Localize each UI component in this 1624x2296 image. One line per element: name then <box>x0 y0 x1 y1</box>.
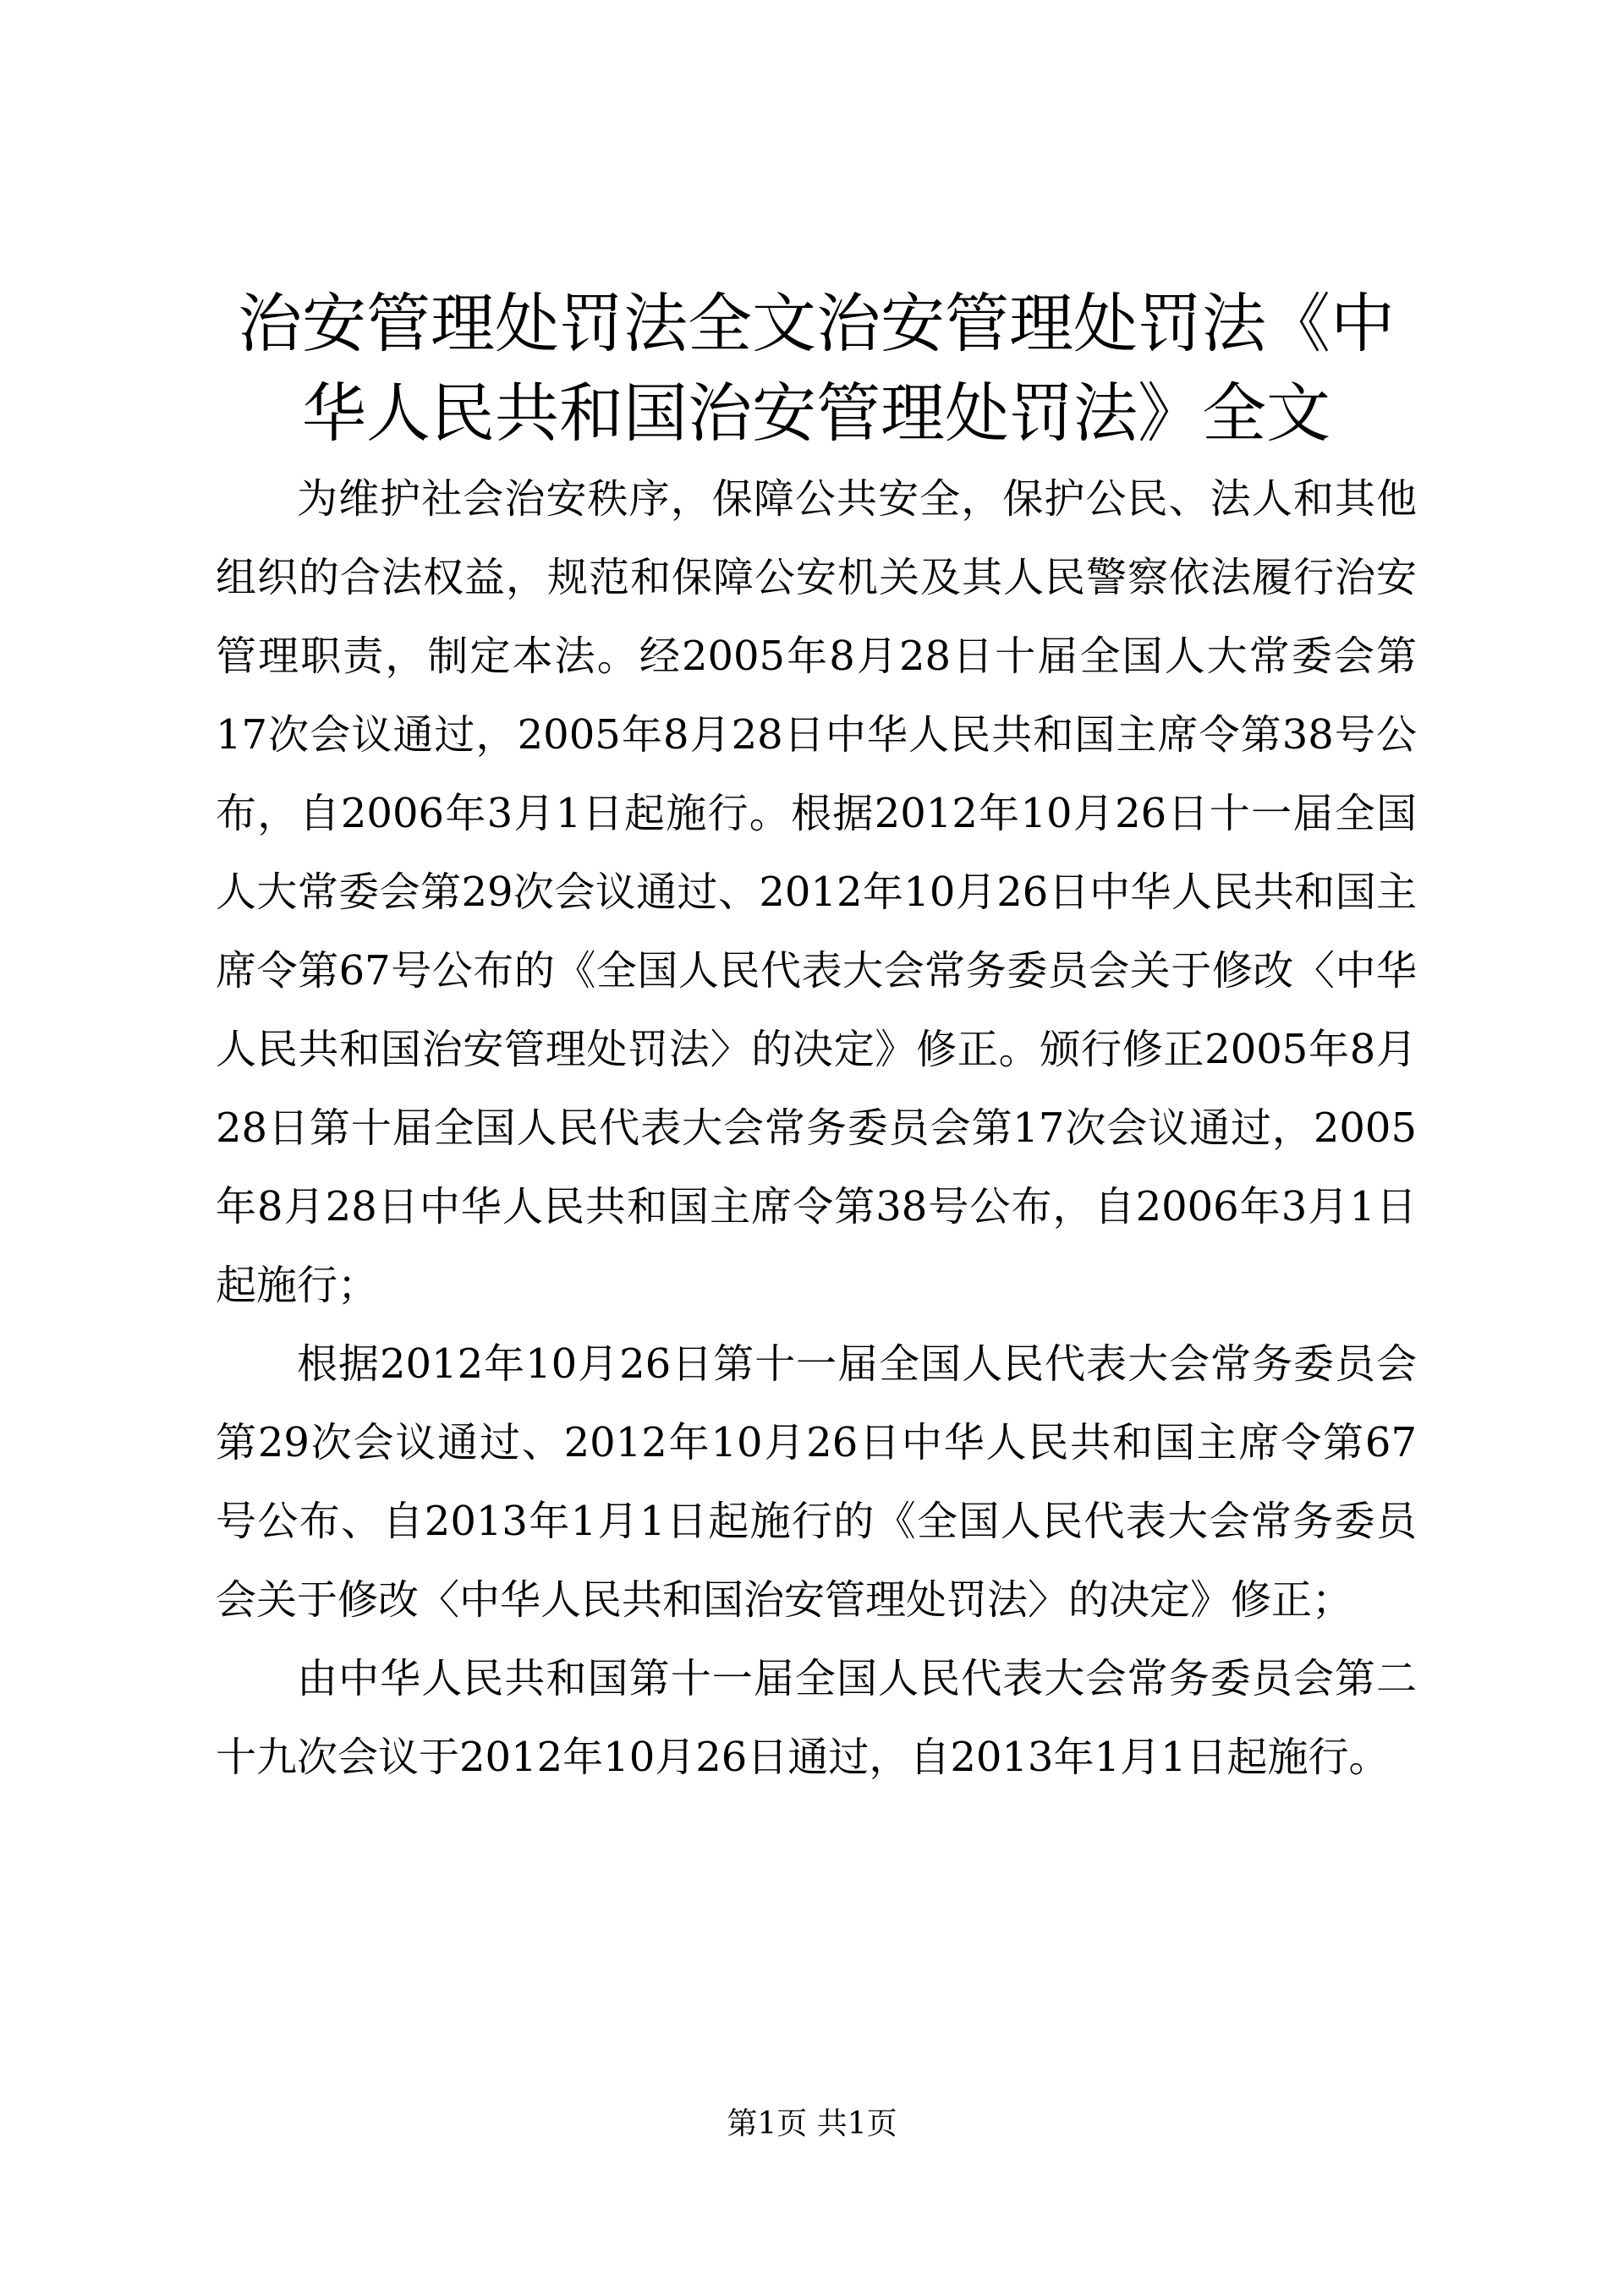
paragraph-3: 由中华人民共和国第十一届全国人民代表大会常务委员会第二十九次会议于2012年10月26日通过，自2013年1月1日起施行。 <box>216 1655 1417 1781</box>
paragraph-2: 根据2012年10月26日第十一届全国人民代表大会常务委员会第29次会议通过、2012年10月26日中华人民共和国主席令第67号公布、自2013年1月1日起施行的《全国人民代表大会常务委员会关于修改〈中华人民共和国治安管理处罚法〉的决定》修正； <box>216 1340 1417 1624</box>
document-title: 治安管理处罚法全文治安管理处罚法《中华人民共和国治安管理处罚法》全文 <box>238 286 1395 451</box>
paragraph-1: 为维护社会治安秩序，保障公共安全，保护公民、法人和其他组织的合法权益，规范和保障公安机关及其人民警察依法履行治安管理职责，制定本法。经2005年8月28日十届全国人大常委会第17次会议通过，2005年8月28日中华人民共和国主席令第38号公布，自2006年3月1日起施行。根据2012年10月26日十一届全国人大常委会第29次会议通过、2012年10月26日中华人民共和国主席令第67号公布的《全国人民代表大会常务委员会关于修改〈中华人民共和国治安管理处罚法〉的决定》修正。颁行修正2005年8月28日第十届全国人民代表大会常务委员会第17次会议通过，2005年8月28日中华人民共和国主席令第38号公布，自2006年3月1日起施行； <box>216 475 1417 1309</box>
page-number-footer: 第1页 共1页 <box>727 2107 897 2141</box>
document-body <box>216 460 1417 1797</box>
